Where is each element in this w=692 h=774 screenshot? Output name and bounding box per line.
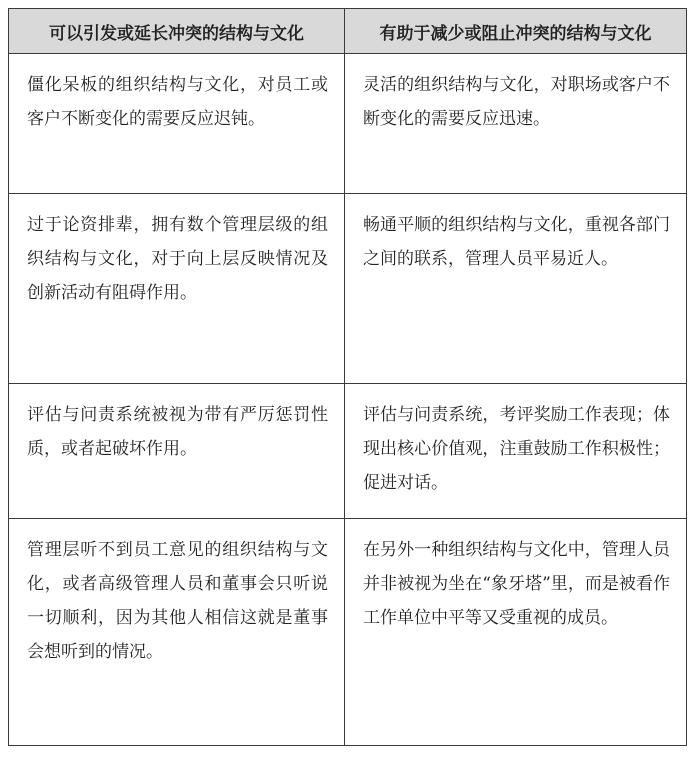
table-cell-reducing: 评估与问责系统，考评奖励工作表现；体现出核心价值观，注重鼓励工作积极性；促进对话。 xyxy=(345,384,687,519)
table-row xyxy=(9,519,687,746)
table-cell-reducing: 在另外一种组织结构与文化中，管理人员并非被视为坐在“象牙塔”里，而是被看作工作单位中平等又受重视的成员。 xyxy=(345,519,687,746)
table-cell-provoking: 僵化呆板的组织结构与文化，对员工或客户不断变化的需要反应迟钝。 xyxy=(9,54,345,194)
table-row xyxy=(9,54,687,194)
conflict-structure-culture-table xyxy=(8,8,687,746)
table-header-row xyxy=(9,9,687,54)
table-cell-provoking: 管理层听不到员工意见的组织结构与文化，或者高级管理人员和董事会只听说一切顺利，因为其他人相信这就是董事会想听到的情况。 xyxy=(9,519,345,746)
header-reducing-conflict: 有助于减少或阻止冲突的结构与文化 xyxy=(345,9,687,54)
table-cell-provoking: 评估与问责系统被视为带有严厉惩罚性质，或者起破坏作用。 xyxy=(9,384,345,519)
table-row xyxy=(9,194,687,384)
header-provoking-conflict: 可以引发或延长冲突的结构与文化 xyxy=(9,9,345,54)
table-row xyxy=(9,384,687,519)
table-cell-reducing: 畅通平顺的组织结构与文化，重视各部门之间的联系，管理人员平易近人。 xyxy=(345,194,687,384)
table-cell-reducing: 灵活的组织结构与文化，对职场或客户不断变化的需要反应迅速。 xyxy=(345,54,687,194)
table-cell-provoking: 过于论资排辈，拥有数个管理层级的组织结构与文化，对于向上层反映情况及创新活动有阻碍作用。 xyxy=(9,194,345,384)
